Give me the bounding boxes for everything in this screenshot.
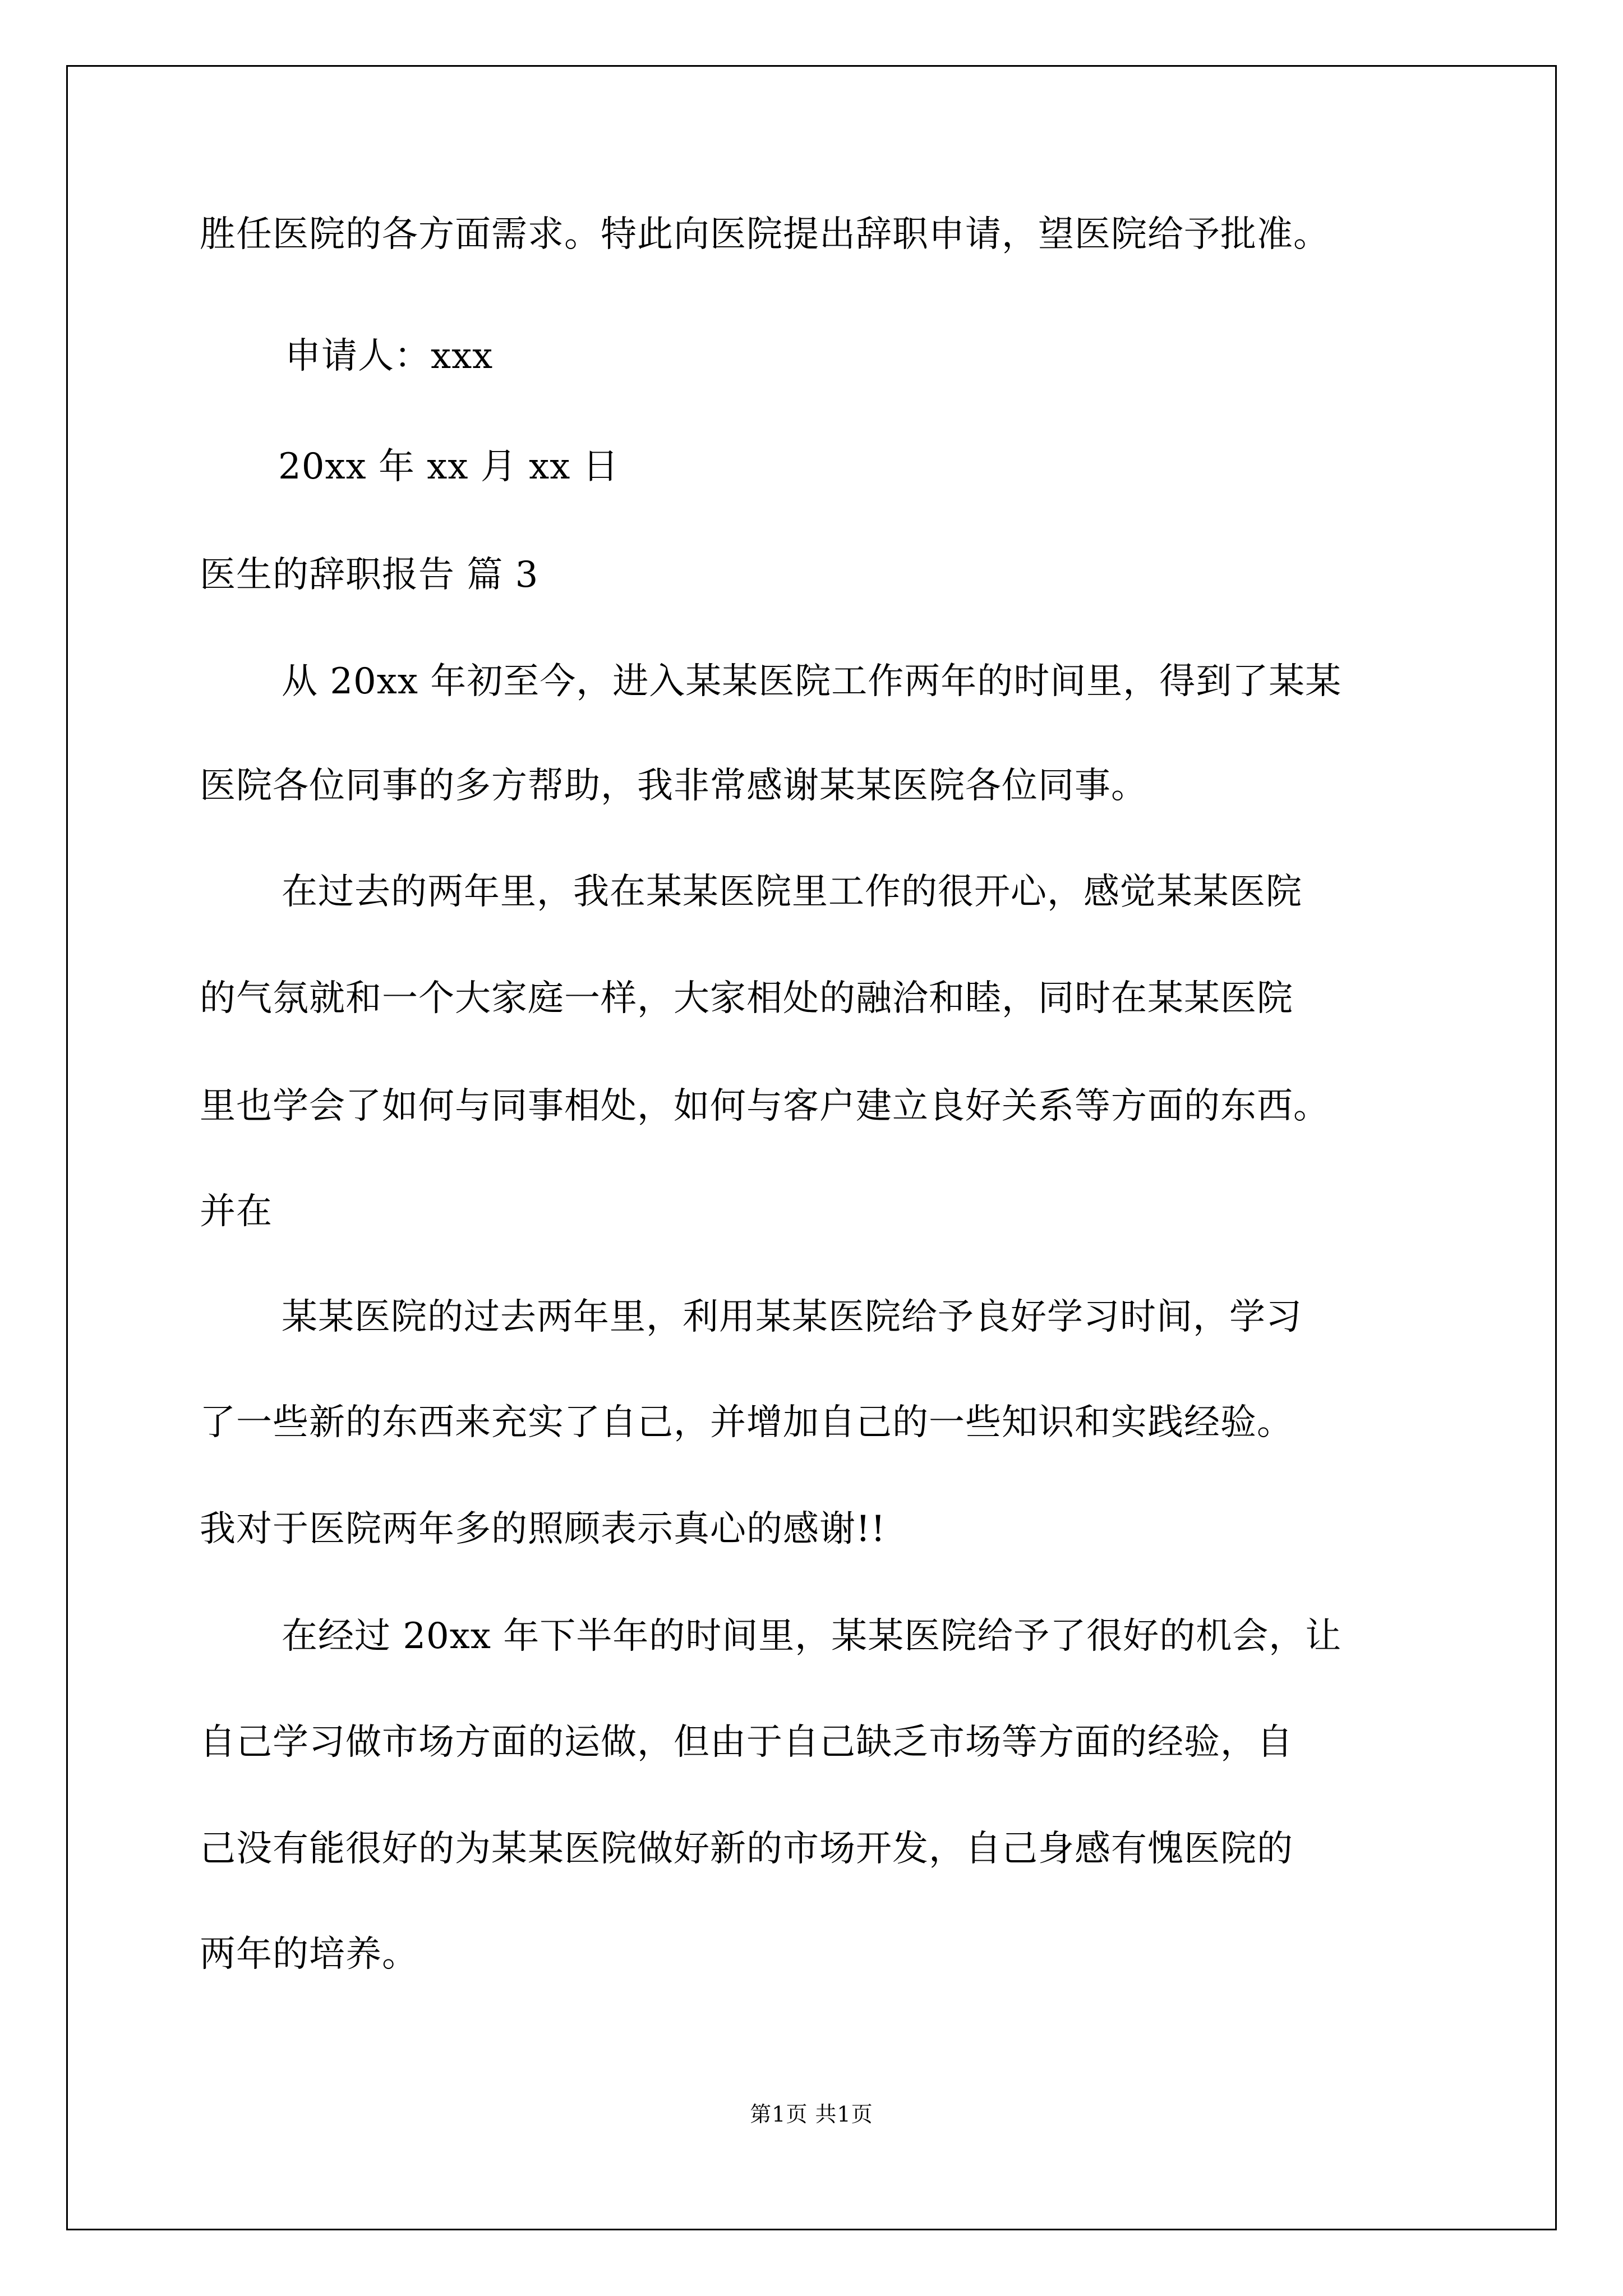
- text-line: 自己学习做市场方面的运做，但由于自己缺乏市场等方面的经验，自: [200, 1722, 1293, 1763]
- page-number-footer: 第1页 共1页: [750, 2102, 873, 2127]
- text-line: 里也学会了如何与同事相处，如何与客户建立良好关系等方面的东西。: [200, 1085, 1330, 1127]
- text-line: 并在: [200, 1191, 273, 1232]
- text-line: 了一些新的东西来充实了自己，并增加自己的一些知识和实践经验。: [200, 1402, 1293, 1443]
- date-line: 20xx 年 xx 月 xx 日: [278, 446, 619, 487]
- text-line: 的气氛就和一个大家庭一样，大家相处的融洽和睦，同时在某某医院: [200, 978, 1293, 1019]
- text-line: 两年的培养。: [200, 1934, 418, 1975]
- text-line: 在经过 20xx 年下半年的时间里，某某医院给予了很好的机会，让: [282, 1616, 1342, 1657]
- page-border: [66, 65, 1557, 2230]
- text-line: 在过去的两年里，我在某某医院里工作的很开心，感觉某某医院: [282, 871, 1302, 913]
- signature-line: 申请人：xxx: [285, 335, 494, 377]
- text-line: 医院各位同事的多方帮助，我非常感谢某某医院各位同事。: [200, 765, 1147, 807]
- text-line: 从 20xx 年初至今，进入某某医院工作两年的时间里，得到了某某: [282, 661, 1342, 702]
- text-line: 己没有能很好的为某某医院做好新的市场开发，自己身感有愧医院的: [200, 1828, 1293, 1870]
- text-line: 某某医院的过去两年里，利用某某医院给予良好学习时间，学习: [282, 1296, 1302, 1338]
- text-line: 我对于医院两年多的照顾表示真心的感谢!!: [200, 1508, 886, 1550]
- section-heading: 医生的辞职报告 篇 3: [200, 554, 539, 596]
- text-line: 胜任医院的各方面需求。特此向医院提出辞职申请，望医院给予批准。: [200, 214, 1330, 255]
